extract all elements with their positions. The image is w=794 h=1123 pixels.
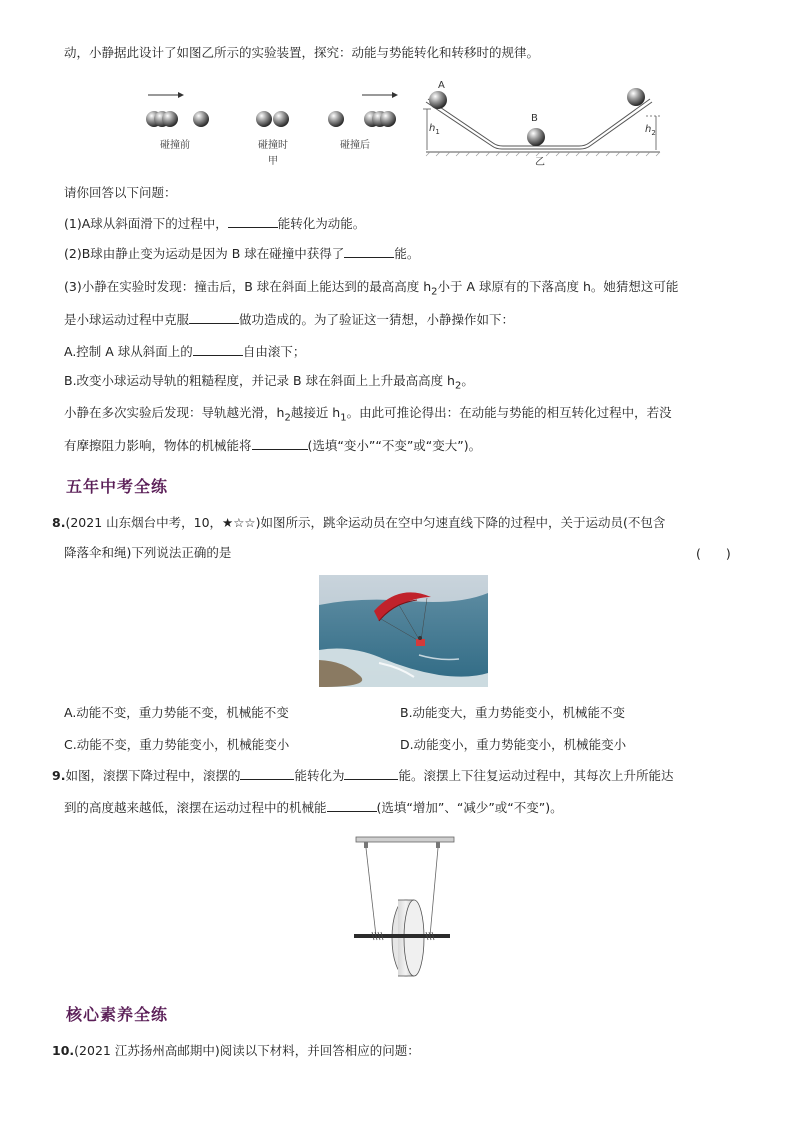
question-3-line1: (3)小静在实验时发现：撞击后，B 球在斜面上能达到的最高高度 $h_2$小于 A 球原有的下落高度 h。她猜想这可能 [64, 279, 679, 298]
question-3-conclusion-1: 小静在多次实验后发现：导轨越光滑，$h_2$越接近 $h_1$。由此可推论得出：在动能与势能的相互转化过程中，若没 [64, 405, 672, 424]
answer-blank[interactable] [189, 310, 239, 324]
prompt-line: 请你回答以下问题： [64, 185, 177, 200]
collision-diagram [140, 80, 680, 180]
question-8-line2: 降落伞和绳)下列说法正确的是 [64, 545, 232, 560]
caption-after: 碰撞后 [340, 140, 370, 151]
caption-figure-yi: 乙 [535, 157, 545, 168]
option-b[interactable]: B.动能变大，重力势能变小，机械能不变 [400, 705, 626, 720]
option-a[interactable]: A.动能不变，重力势能不变，机械能不变 [64, 705, 289, 720]
answer-blank[interactable] [252, 436, 308, 450]
figure-collision-experiment [140, 80, 680, 180]
question-8-line1: 8.(2021 山东烟台中考，10，★☆☆)如图所示，跳伞运动员在空中匀速直线下降的过程中，关于运动员(不包含 [52, 515, 666, 530]
answer-blank[interactable] [344, 766, 398, 780]
answer-blank[interactable] [228, 214, 278, 228]
label-ball-a: A [438, 80, 445, 91]
answer-parentheses[interactable]: ( ) [696, 546, 731, 561]
question-2: (2)B球由静止变为运动是因为 B 球在碰撞中获得了 能。 [64, 246, 420, 261]
question-3-step-b: B.改变小球运动导轨的粗糙程度，并记录 B 球在斜面上上升最高高度 $h_2$。 [64, 373, 474, 392]
answer-blank[interactable] [240, 766, 294, 780]
question-9-line1: 9.如图，滚摆下降过程中，滚摆的 能转化为 能。滚摆上下往复运动过程中，其每次上升所能达 [52, 768, 674, 783]
answer-blank[interactable] [344, 244, 394, 258]
answer-blank[interactable] [327, 798, 377, 812]
question-3-step-a: A.控制 A 球从斜面上的 自由滚下； [64, 344, 306, 359]
caption-during: 碰撞时 [258, 140, 288, 151]
label-h2: $h_2$ [645, 124, 656, 137]
intro-line: 动，小静据此设计了如图乙所示的实验装置，探究：动能与势能转化和转移时的规律。 [64, 45, 540, 60]
question-1: (1)A球从斜面滑下的过程中， 能转化为动能。 [64, 216, 366, 231]
question-3-conclusion-2: 有摩擦阻力影响，物体的机械能将 (选填“变小”“不变”或“变大”)。 [64, 438, 482, 453]
section-heading-core-literacy: 核心素养全练 [66, 1005, 169, 1024]
paraglider-photo [319, 575, 488, 687]
option-c[interactable]: C.动能不变，重力势能变小，机械能变小 [64, 737, 290, 752]
caption-before: 碰撞前 [160, 140, 190, 151]
label-h1: $h_1$ [429, 123, 440, 136]
maxwell-pendulum-figure [350, 834, 460, 979]
question-10: 10.(2021 江苏扬州高邮期中)阅读以下材料，并回答相应的问题： [52, 1043, 420, 1058]
label-ball-b: B [531, 113, 538, 124]
question-9-line2: 到的高度越来越低，滚摆在运动过程中的机械能 (选填“增加”、“减少”或“不变”)。 [64, 800, 563, 815]
option-d[interactable]: D.动能变小，重力势能变小，机械能变小 [400, 737, 627, 752]
answer-blank[interactable] [193, 342, 243, 356]
caption-figure-jia: 甲 [268, 156, 278, 167]
question-3-line2: 是小球运动过程中克服 做功造成的。为了验证这一猜想，小静操作如下： [64, 312, 515, 327]
section-heading-five-years: 五年中考全练 [66, 477, 169, 496]
